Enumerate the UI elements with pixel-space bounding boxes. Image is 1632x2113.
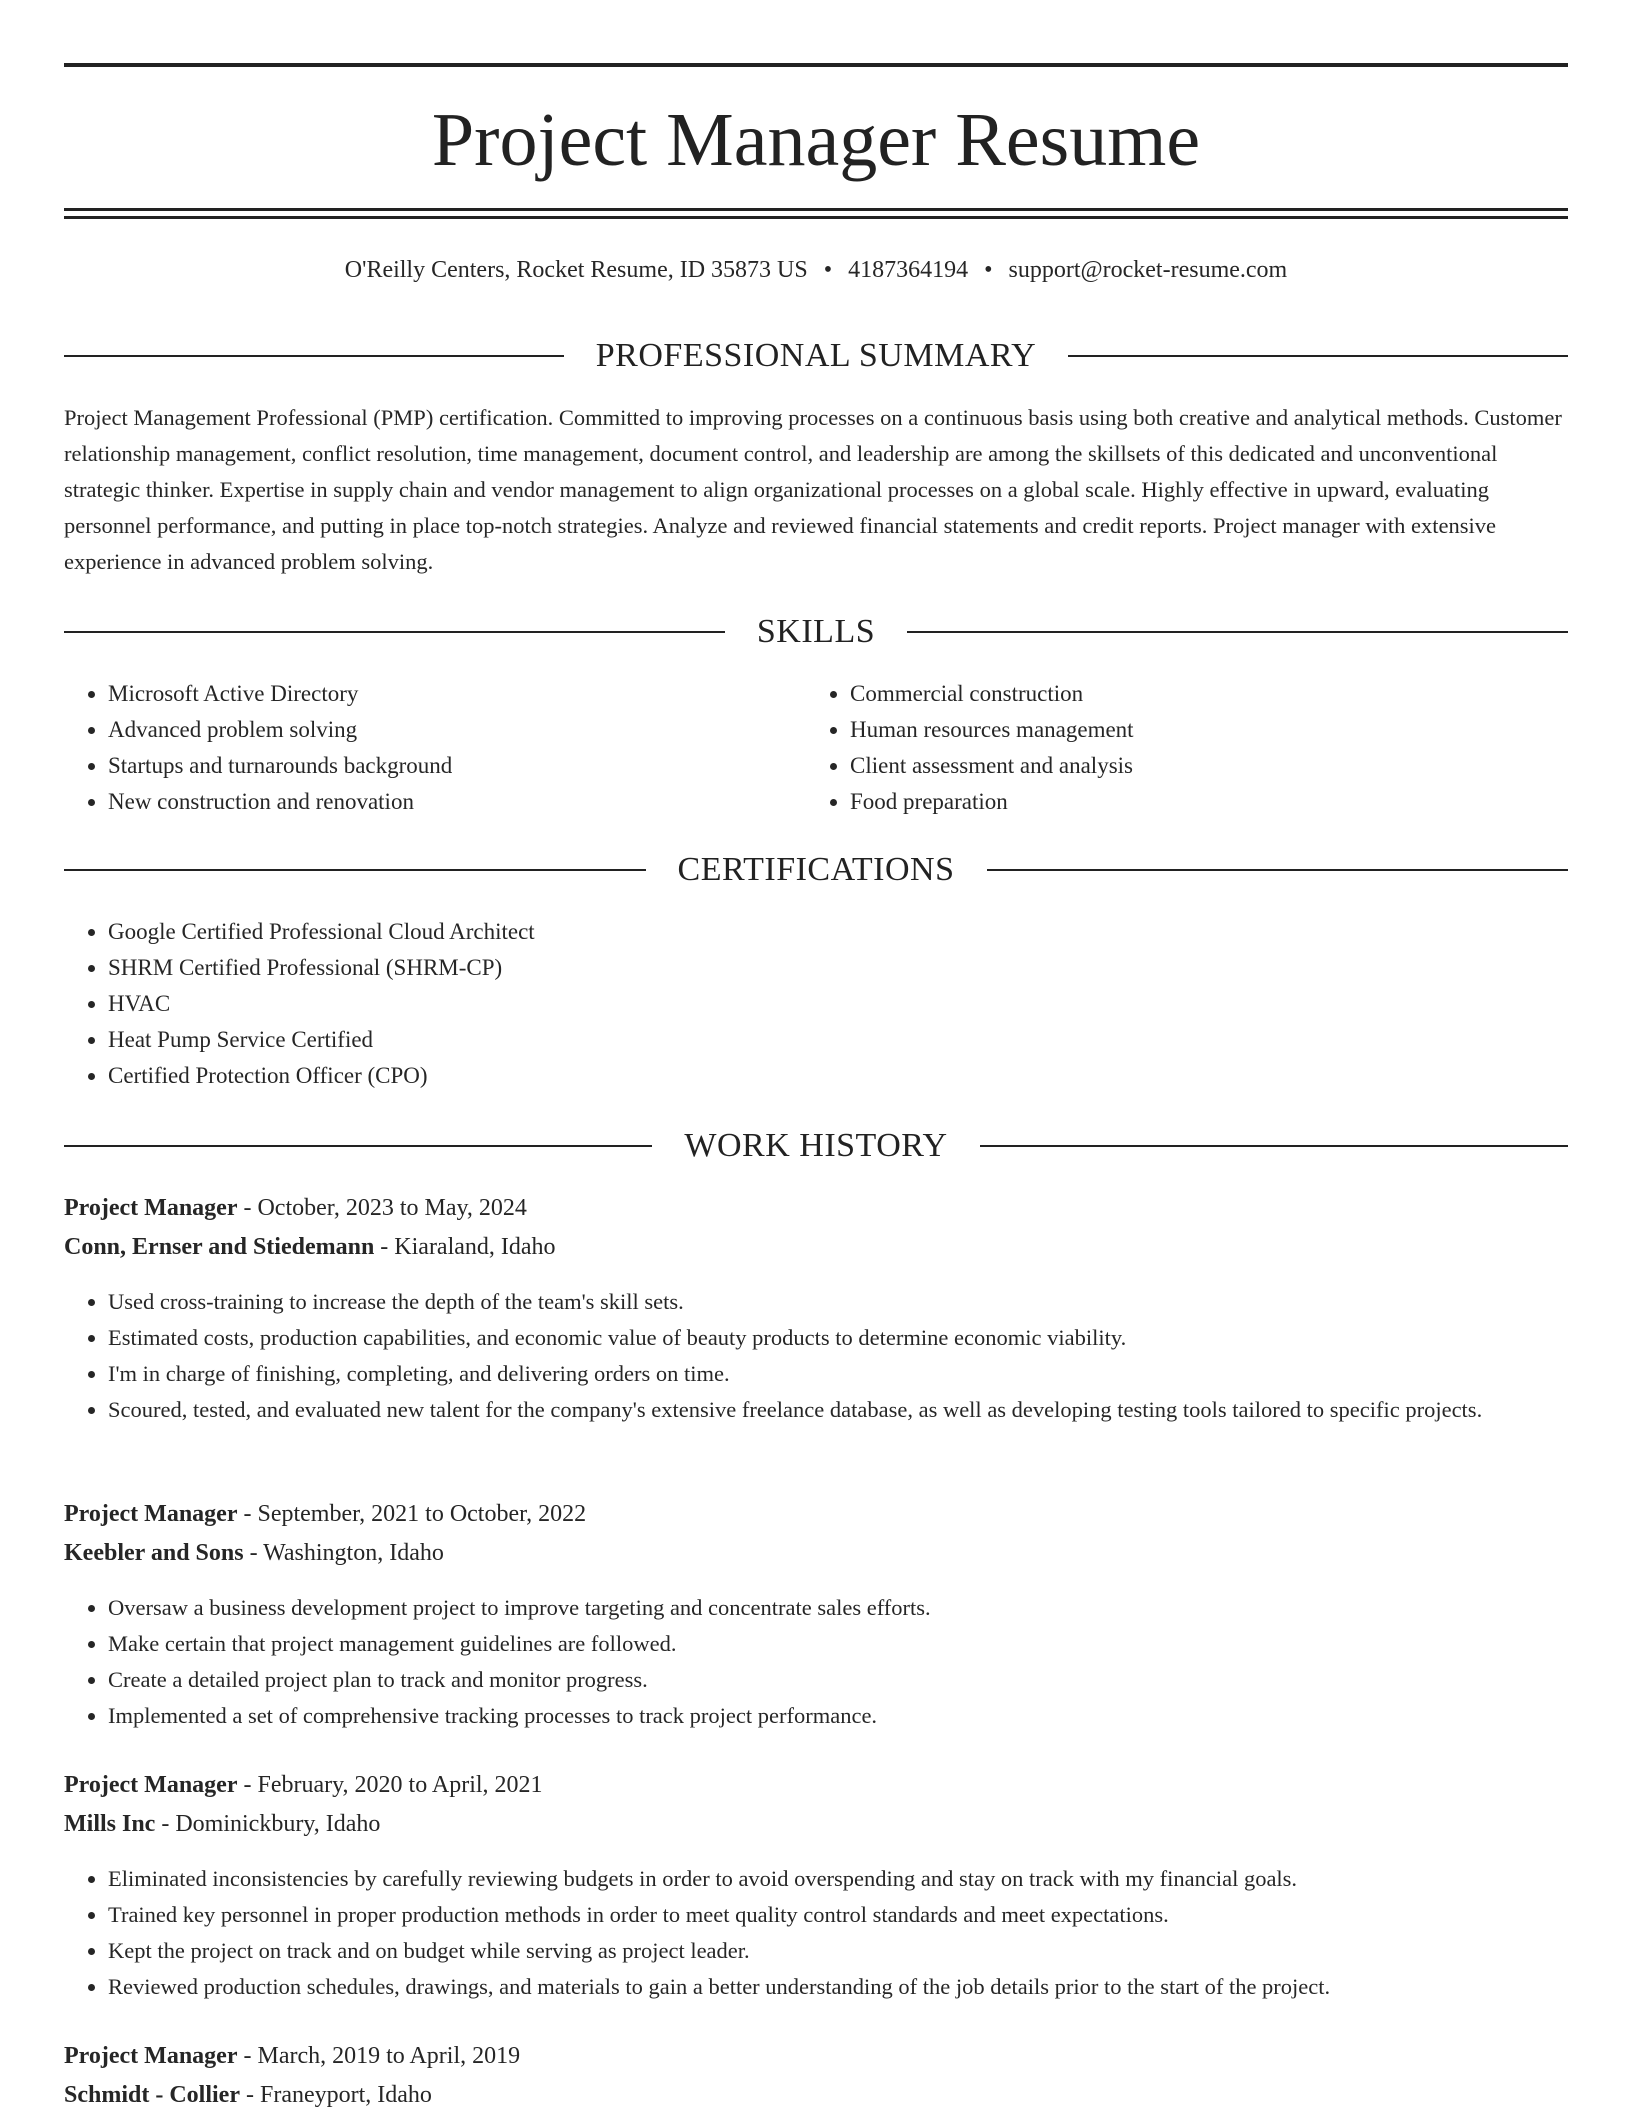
certification-item: • SHRM Certified Professional (SHRM-CP) [108, 950, 1508, 986]
job-dates: - September, 2021 to October, 2022 [237, 1501, 587, 1527]
certification-item: • Google Certified Professional Cloud Architect [108, 914, 1508, 950]
work-heading: WORK HISTORY [684, 1127, 948, 1164]
contact-separator: • [984, 257, 993, 283]
job-bullet: • Trained key personnel in proper production methods in order to meet quality control standards and meet expectations. [108, 1897, 1612, 1933]
job-bullet: • Reviewed production schedules, drawings, and materials to gain a better understanding of the job details prior to the start of the project. [108, 1969, 1612, 2005]
summary-heading: PROFESSIONAL SUMMARY [595, 337, 1037, 374]
heading-rule [907, 631, 1568, 633]
job-bullets [64, 1284, 1612, 1428]
top-rule [64, 63, 1568, 67]
job-bullet: • Implemented a set of comprehensive tracking processes to track project performance. [108, 1698, 1612, 1734]
job-role: Project Manager [64, 1195, 238, 1221]
skill-item: • Advanced problem solving [108, 712, 808, 748]
job-dates: - February, 2020 to April, 2021 [237, 1772, 543, 1798]
job-bullet: • I'm in charge of finishing, completing, and delivering orders on time. [108, 1356, 1612, 1392]
job-bullet: • Estimated costs, production capabilities, and economic value of beauty products to determine economic viability. [108, 1320, 1612, 1356]
skill-item: • Startups and turnarounds background [108, 748, 808, 784]
skills-heading: SKILLS [756, 613, 876, 650]
job-bullets [64, 1590, 1612, 1734]
certifications-heading: CERTIFICATIONS [677, 851, 955, 888]
job-title-line [64, 1496, 1568, 1532]
job-company-line [64, 2077, 1568, 2113]
contact-address: O'Reilly Centers, Rocket Resume, ID 35873 US [344, 257, 808, 283]
job-bullet: • Oversaw a business development project to improve targeting and concentrate sales efforts. [108, 1590, 1612, 1626]
title-underline-thick [64, 208, 1568, 211]
skill-item: • Human resources management [850, 712, 1550, 748]
certifications-heading-row [64, 850, 1568, 890]
certification-item: • Certified Protection Officer (CPO) [108, 1058, 1508, 1094]
job-bullets [64, 1861, 1612, 2005]
heading-rule [980, 1145, 1568, 1147]
job-location: - Dominickbury, Idaho [155, 1811, 381, 1837]
heading-rule [64, 869, 646, 871]
skill-item: • Commercial construction [850, 676, 1550, 712]
job-bullet: • Scoured, tested, and evaluated new talent for the company's extensive freelance database, as well as developing testing tools tailored to specific projects. [108, 1392, 1612, 1428]
heading-rule [987, 869, 1569, 871]
job-company: Mills Inc [64, 1811, 156, 1837]
job-role: Project Manager [64, 1501, 238, 1527]
skill-item: • Food preparation [850, 784, 1550, 820]
job-company-line [64, 1229, 1568, 1265]
job-dates: - March, 2019 to April, 2019 [237, 2043, 521, 2069]
job-bullet: • Used cross-training to increase the depth of the team's skill sets. [108, 1284, 1612, 1320]
job-title-line [64, 1190, 1568, 1226]
job-location: - Franeyport, Idaho [239, 2082, 432, 2108]
contact-separator: • [823, 257, 833, 283]
job-company: Conn, Ernser and Stiedemann [64, 1234, 375, 1260]
work-heading-row [64, 1126, 1568, 1166]
job-bullet: • Make certain that project management guidelines are followed. [108, 1626, 1612, 1662]
job-company-line [64, 1535, 1568, 1571]
job-company: Schmidt - Collier [64, 2082, 240, 2108]
job-location: - Washington, Idaho [243, 1540, 444, 1566]
title-underline-thin [64, 216, 1568, 219]
job-role: Project Manager [64, 2043, 238, 2069]
job-bullet: • Eliminated inconsistencies by carefully reviewing budgets in order to avoid overspending and stay on track with my financial goals. [108, 1861, 1612, 1897]
heading-rule [64, 1145, 652, 1147]
heading-rule [64, 355, 564, 357]
summary-text: Project Management Professional (PMP) certification. Committed to improving processes on a continuous basis using both creative and analytical methods. Customer relationship management, conflict resolution, time management, document control, and leadership are among the skillsets of this dedicated and unconventional strategic thinker. Expertise in supply chain and vendor management to align organizational processes on a global scale. Highly effective in upward, evaluating personnel performance, and putting in place top-notch strategies. Analyze and reviewed financial statements and credit reports. Project manager with extensive experience in advanced problem solving. [64, 405, 1562, 574]
skill-item: • New construction and renovation [108, 784, 808, 820]
job-company: Keebler and Sons [64, 1540, 244, 1566]
certifications-list [64, 914, 1508, 1094]
resume-title: Project Manager Resume [431, 98, 1201, 182]
skill-item: • Microsoft Active Directory [108, 676, 808, 712]
job-title-line [64, 1767, 1568, 1803]
contact-email: support@rocket-resume.com [1008, 257, 1288, 283]
skills-list-left [64, 676, 808, 820]
job-bullet: • Kept the project on track and on budget while serving as project leader. [108, 1933, 1612, 1969]
heading-rule [1068, 355, 1568, 357]
summary-heading-row [64, 336, 1568, 376]
job-location: - Kiaraland, Idaho [374, 1234, 556, 1260]
skill-item: • Client assessment and analysis [850, 748, 1550, 784]
job-bullet: • Create a detailed project plan to track and monitor progress. [108, 1662, 1612, 1698]
certification-item: • Heat Pump Service Certified [108, 1022, 1508, 1058]
skills-heading-row [64, 612, 1568, 652]
job-company-line [64, 1806, 1568, 1842]
job-role: Project Manager [64, 1772, 238, 1798]
contact-phone: 4187364194 [848, 257, 969, 283]
contact-line [64, 254, 1568, 286]
heading-rule [64, 631, 725, 633]
job-title-line [64, 2038, 1568, 2074]
skills-list-right [806, 676, 1550, 820]
certification-item: • HVAC [108, 986, 1508, 1022]
job-dates: - October, 2023 to May, 2024 [237, 1195, 527, 1221]
